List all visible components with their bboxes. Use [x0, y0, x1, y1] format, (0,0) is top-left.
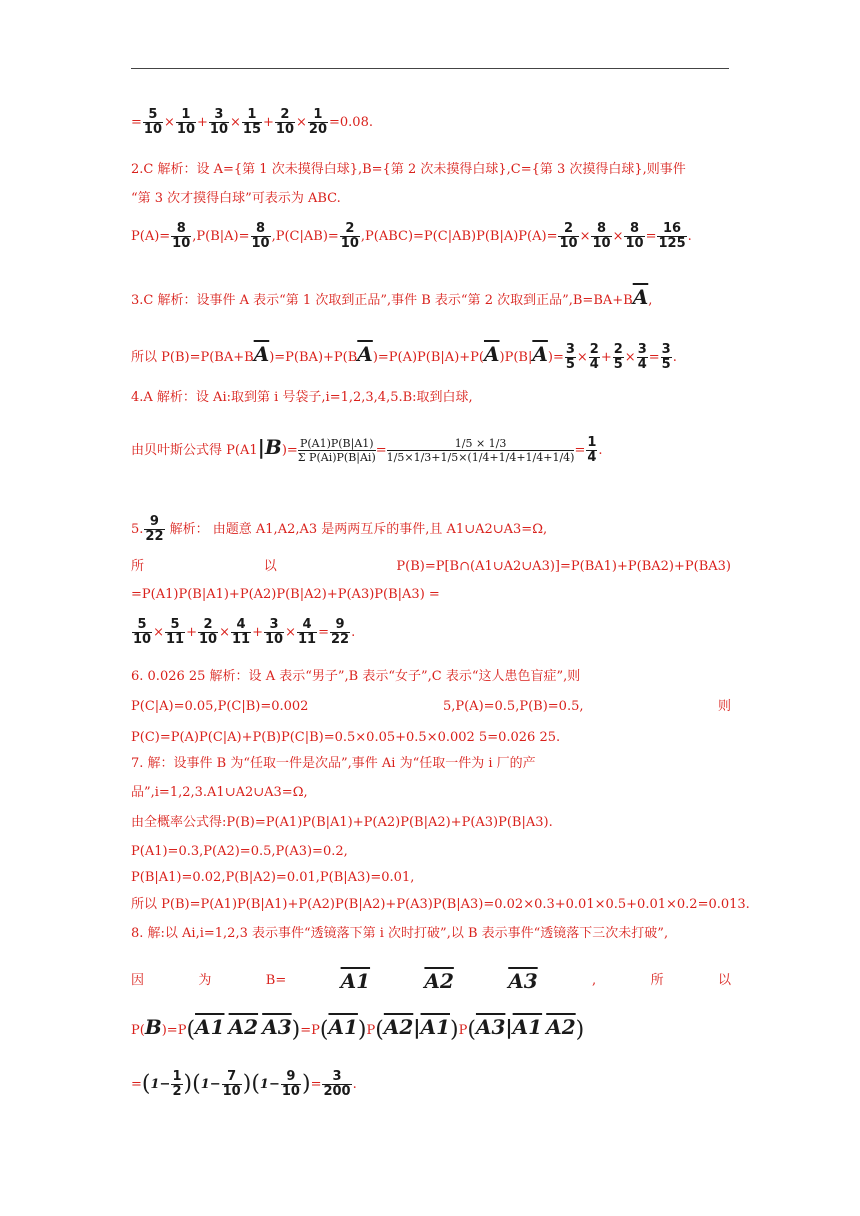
line-20: 所以 P(B)=P(A1)P(B|A1)+P(A2)P(B|A2)+P(A3)P(B|A3)=0.02×0.3+0.01×0.5+0.01×0.2=0.013. [131, 897, 750, 912]
line-17: 由全概率公式得:P(B)=P(A1)P(B|A1)+P(A2)P(B|A2)+P(A3)P(B|A3). [131, 815, 553, 830]
line-23: P(B)=P(A1 A2 A3)=P(A1)P(A2|A1)P(A3|A1 A2) [131, 1015, 585, 1043]
line-12: 6. 0.026 25 解析：设 A 表示“男子”,B 表示“女子”,C 表示“这人患色盲症”,则 [131, 669, 581, 684]
bayes-fraction: $\frac{P(A1)P(B|A1)}{\text{Σ P(Ai)P(B|Ai)}}$ [297, 437, 376, 464]
line-9: 所 以 P(B)=P[B∩(A1∪A2∪A3)]=P(BA1)+P(BA2)+P(BA3) [131, 559, 731, 574]
line-10: =P(A1)P(B|A1)+P(A2)P(B|A2)+P(A3)P(B|A3) = [131, 587, 440, 602]
line-21: 8. 解:以 Ai,i=1,2,3 表示事件“透镜落下第 i 次时打破”,以 B 表示事件“透镜落下三次未打破”, [131, 926, 669, 941]
line-4: 3.C 解析：设事件 A 表示“第 1 次取到正品”,事件 B 表示“第 2 次取到正品$”,B=BA+B\overline{A}$, [131, 285, 653, 309]
line-0: = $\frac{5}{10}$ × $\frac{1}{10}$ + $\frac{3}{10}$ × $\frac{1}{15}$ + $\frac{2}{10}$ × $\frac{1}{20}$ =0.08. [131, 107, 373, 137]
line-22: 因 为 B= A1 A2 A3 , 所 以 [131, 969, 731, 993]
line-14: P(C)=P(A)P(C|A)+P(B)P(C|B)=0.5×0.05+0.5×0.002 5=0.026 25. [131, 730, 561, 745]
line-6: 4.A 解析：设 Ai:取到第 i 号袋子,i=1,2,3,4,5.B:取到白球, [131, 390, 473, 405]
line-18: P(A1)=0.3,P(A2)=0.5,P(A3)=0.2, [131, 844, 348, 859]
fraction: $\frac{5}{10}$ [143, 107, 162, 137]
line-5: 所以 $P(B)=P(BA+B\overline{A})=P(BA)+P(B\overline{A})=P(A)P(B|A)+P(\overline{A})P(B|\overline{A})=$ $\frac{3}{5}$ × $\frac{2}{4}$ + $\frac{2}{5}$ × $\frac{3}{4}$ = $\frac{3}{5}$ . [131, 342, 677, 372]
line-8: 5. $\frac{9}{22}$ 解析： 由题意 A1,A2,A3 是两两互斥的事件,且 A1∪A2∪A3=Ω, [131, 514, 548, 544]
line-19: P(B|A1)=0.02,P(B|A2)=0.01,P(B|A3)=0.01, [131, 870, 415, 885]
line-13: P(C|A)=0.05,P(C|B)=0.002 5,P(A)=0.5,P(B)=0.5, 则 [131, 699, 731, 714]
line-7: 由贝叶斯公式得 P(A1|B)= $\frac{P(A1)P(B|A1)}{\text{Σ P(Ai)P(B|Ai)}}=$ $\frac{1/5 \times 1/3}{1/5\times 1/3+1/5\times(1/4+1/4+1/4+1/4)}=$ $\frac{1}{4}$ . [131, 435, 603, 465]
line-11: $\frac{5}{10}$ × $\frac{5}{11}$ + $\frac{2}{10}$ × $\frac{4}{11}$ + $\frac{3}{10}$ × $\frac{4}{11}$ = $\frac{9}{22}$ . [133, 617, 356, 647]
header-rule [131, 68, 729, 69]
line-1: 2.C 解析：设 A={第 1 次未摸得白球},B={第 2 次未摸得白球},C={第 3 次摸得白球},则事件 [131, 162, 686, 177]
line-16: 品”,i=1,2,3.A1∪A2∪A3=Ω, [131, 785, 308, 800]
line-2: “第 3 次才摸得白球”可表示为 ABC. [131, 191, 341, 206]
bayes-numeric: $\frac{1/5 \times 1/3}{1/5\times 1/3+1/5\times(1/4+1/4+1/4+1/4)}$ [386, 437, 575, 464]
line-15: 7. 解：设事件 B 为“任取一件是次品”,事件 Ai 为“任取一件为 i 厂的产 [131, 756, 536, 771]
line-24: =(1− $\frac{1}{2}$ )(1− $\frac{7}{10}$ )(1− $\frac{9}{10}$ )= $\frac{3}{200}$ . [131, 1069, 357, 1099]
line-3: P(A)= $\frac{8}{10}$ ,P(B|A)= $\frac{8}{10}$ ,P(C|AB)= $\frac{2}{10}$ ,P(ABC)=P(C|AB)P(B|A)P(A)= $\frac{2}{10}$ × $\frac{8}{10}$ × $\frac{8}{10}$ = $\frac{16}{125}$ . [131, 221, 692, 251]
